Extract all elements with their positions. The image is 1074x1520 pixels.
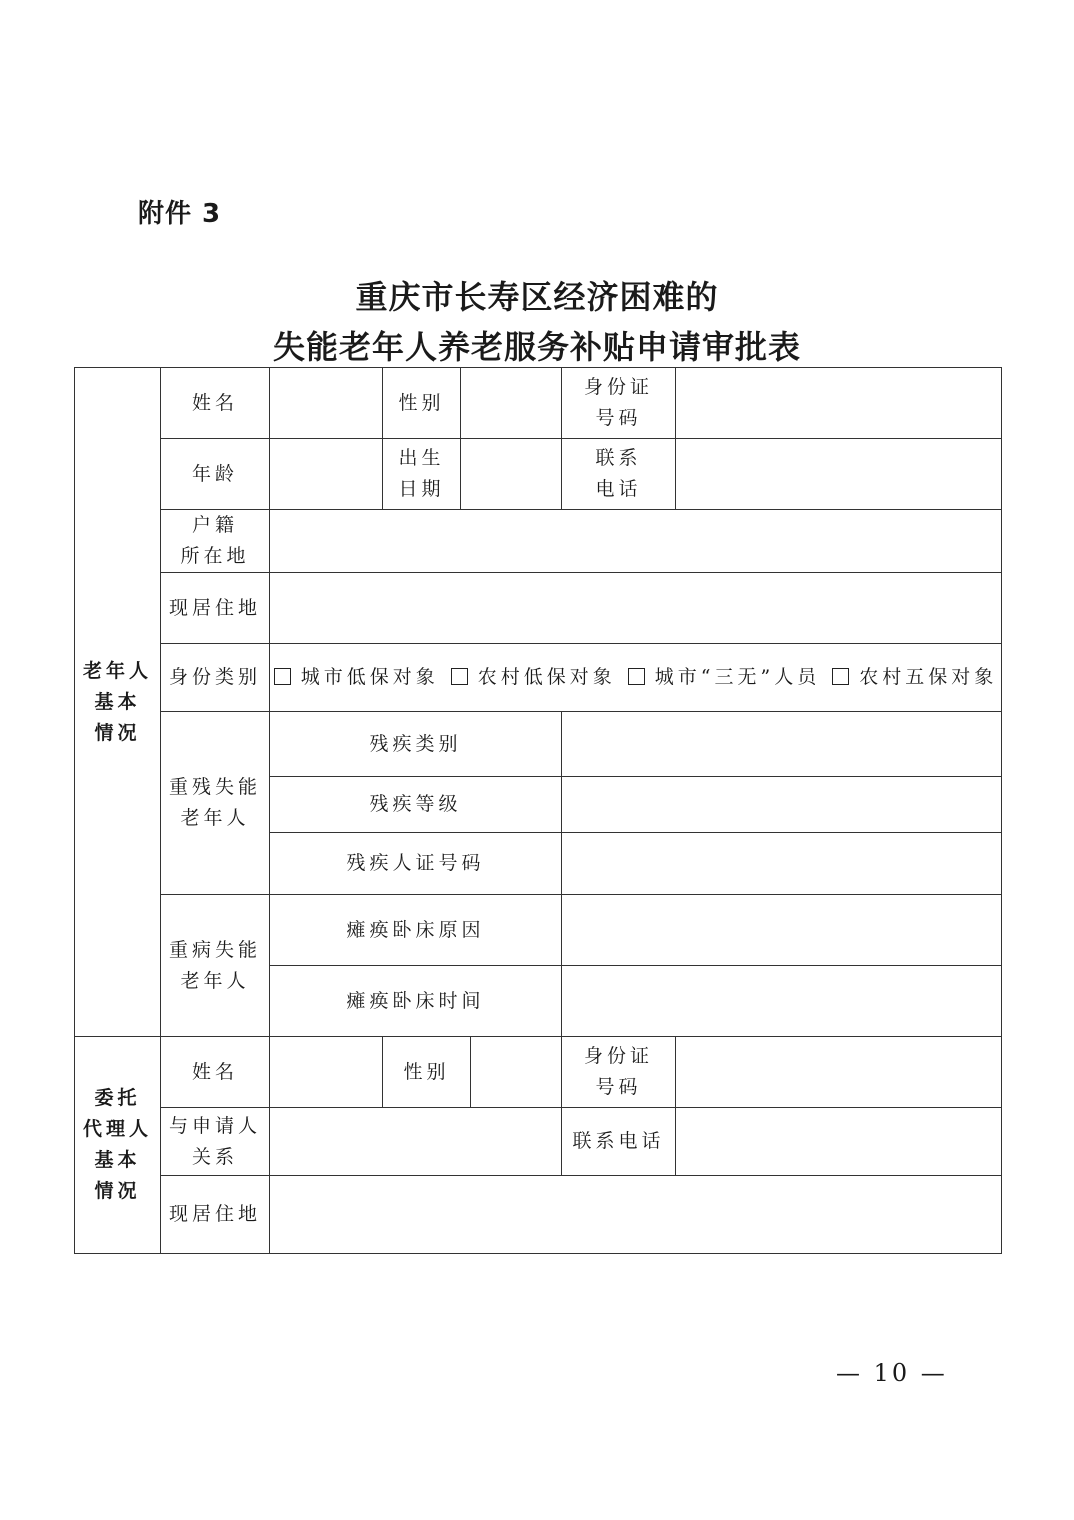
bedridden-reason-label: 瘫痪卧床原因: [270, 895, 562, 966]
elder-name-label: 姓名: [161, 368, 270, 439]
elder-phone-field[interactable]: [676, 439, 1002, 510]
elder-birth-label: 出生 日期: [383, 439, 461, 510]
elder-age-label: 年龄: [161, 439, 270, 510]
identity-type-options: [270, 644, 1002, 712]
ill-elder-group-label: 重病失能 老年人: [161, 895, 270, 1037]
bedridden-reason-field[interactable]: [562, 895, 1002, 966]
form-title-line-2: 失能老年人养老服务补贴申请审批表: [272, 328, 801, 366]
disability-type-label: 残疾类别: [270, 712, 562, 777]
disability-level-field[interactable]: [562, 777, 1002, 833]
elder-name-field[interactable]: [270, 368, 383, 439]
elder-age-field[interactable]: [270, 439, 383, 510]
elder-gender-field[interactable]: [461, 368, 562, 439]
checkbox-icon[interactable]: [832, 668, 849, 685]
bedridden-time-label: 瘫痪卧床时间: [270, 966, 562, 1037]
elder-residence-field[interactable]: [270, 573, 1002, 644]
elder-residence-label: 现居住地: [161, 573, 270, 644]
identity-type-label: 身份类别: [161, 644, 270, 712]
agent-gender-field[interactable]: [471, 1037, 562, 1108]
elder-phone-label: 联系 电话: [562, 439, 676, 510]
disability-cert-label: 残疾人证号码: [270, 833, 562, 895]
application-form-table: [74, 367, 1002, 1254]
elder-section-label: 老年人 基本 情况: [75, 368, 161, 1037]
agent-relation-label: 与申请人 关系: [161, 1108, 270, 1176]
attachment-label: 附件 3: [138, 199, 222, 229]
agent-id-label: 身份证 号码: [562, 1037, 676, 1108]
identity-option-rural-dibao[interactable]: 农村低保对象: [451, 662, 616, 693]
identity-option-urban-sanwu[interactable]: 城市“三无”人员: [628, 662, 820, 693]
agent-name-label: 姓名: [161, 1037, 270, 1108]
checkbox-icon[interactable]: [274, 668, 291, 685]
agent-id-field[interactable]: [676, 1037, 1002, 1108]
disabled-elder-group-label: 重残失能 老年人: [161, 712, 270, 895]
disability-cert-field[interactable]: [562, 833, 1002, 895]
identity-option-rural-wubao[interactable]: 农村五保对象: [832, 662, 997, 693]
page-number: — 10 —: [836, 1359, 948, 1387]
elder-gender-label: 性别: [383, 368, 461, 439]
identity-option-urban-dibao[interactable]: 城市低保对象: [274, 662, 439, 693]
agent-name-field[interactable]: [270, 1037, 383, 1108]
elder-birth-field[interactable]: [461, 439, 562, 510]
agent-section-label: 委托 代理人 基本 情况: [75, 1037, 161, 1254]
elder-id-label: 身份证 号码: [562, 368, 676, 439]
bedridden-time-field[interactable]: [562, 966, 1002, 1037]
disability-level-label: 残疾等级: [270, 777, 562, 833]
agent-gender-label: 性别: [383, 1037, 471, 1108]
agent-relation-field[interactable]: [270, 1108, 562, 1176]
disability-type-field[interactable]: [562, 712, 1002, 777]
agent-residence-field[interactable]: [270, 1176, 1002, 1254]
agent-phone-label: 联系电话: [562, 1108, 676, 1176]
agent-residence-label: 现居住地: [161, 1176, 270, 1254]
elder-id-field[interactable]: [676, 368, 1002, 439]
elder-household-field[interactable]: [270, 510, 1002, 573]
agent-phone-field[interactable]: [676, 1108, 1002, 1176]
checkbox-icon[interactable]: [451, 668, 468, 685]
elder-household-label: 户籍 所在地: [161, 510, 270, 573]
form-title-line-1: 重庆市长寿区经济困难的: [355, 278, 719, 316]
checkbox-icon[interactable]: [628, 668, 645, 685]
